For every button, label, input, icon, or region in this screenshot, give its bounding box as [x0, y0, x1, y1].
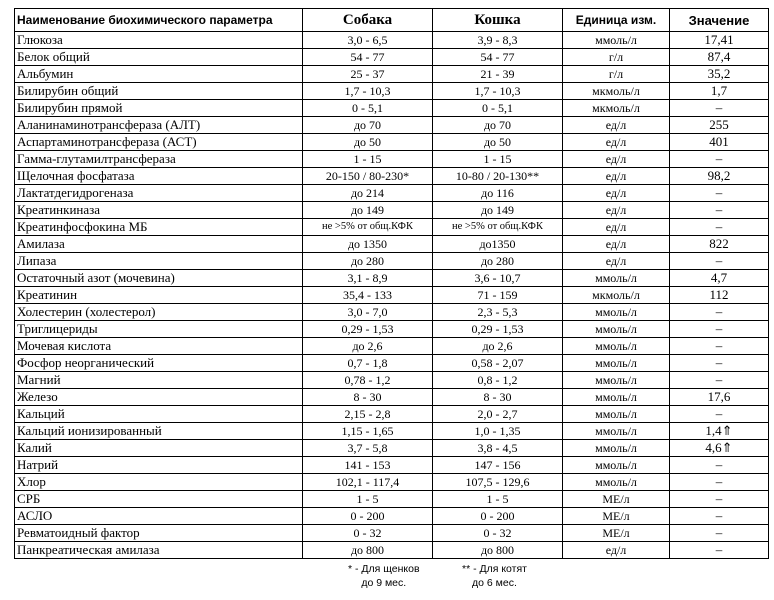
row-value: –: [670, 491, 769, 508]
table-row: [15, 168, 769, 185]
row-dog-range: до 50: [303, 134, 433, 151]
row-cat-range: 3,6 - 10,7: [433, 270, 563, 287]
row-unit: ммоль/л: [563, 321, 670, 338]
row-dog-range: до 1350: [303, 236, 433, 253]
row-value: –: [670, 219, 769, 236]
row-unit: ед/л: [563, 236, 670, 253]
table-row: [15, 372, 769, 389]
row-unit: МЕ/л: [563, 525, 670, 542]
row-unit: ед/л: [563, 202, 670, 219]
row-value: –: [670, 338, 769, 355]
table-row: [15, 236, 769, 253]
row-dog-range: до 214: [303, 185, 433, 202]
table-row: [15, 321, 769, 338]
row-name: Кальций: [15, 406, 303, 423]
row-name: Билирубин общий: [15, 83, 303, 100]
row-name: Триглицериды: [15, 321, 303, 338]
table-row: [15, 304, 769, 321]
table-body: [15, 32, 769, 559]
row-cat-range: 3,8 - 4,5: [433, 440, 563, 457]
row-name: Натрий: [15, 457, 303, 474]
row-unit: ммоль/л: [563, 338, 670, 355]
footnote-kittens-line2: до 6 мес.: [472, 577, 517, 589]
row-name: Калий: [15, 440, 303, 457]
row-value: 4,6⇑: [670, 440, 769, 457]
row-value: –: [670, 304, 769, 321]
table-row: [15, 287, 769, 304]
row-cat-range: 0 - 32: [433, 525, 563, 542]
row-unit: ммоль/л: [563, 304, 670, 321]
row-name: Креатинкиназа: [15, 202, 303, 219]
row-name: Фосфор неорганический: [15, 355, 303, 372]
row-unit: ммоль/л: [563, 372, 670, 389]
row-dog-range: не >5% от общ.КФК: [303, 219, 433, 236]
row-name: Мочевая кислота: [15, 338, 303, 355]
row-value: 255: [670, 117, 769, 134]
row-name: Железо: [15, 389, 303, 406]
row-unit: ммоль/л: [563, 406, 670, 423]
row-cat-range: 0,58 - 2,07: [433, 355, 563, 372]
row-name: Креатинин: [15, 287, 303, 304]
table-row: [15, 508, 769, 525]
header-value: Значение: [670, 9, 769, 32]
table-row: [15, 525, 769, 542]
row-value: 112: [670, 287, 769, 304]
row-name: Креатинфосфокина МБ: [15, 219, 303, 236]
row-name: Щелочная фосфатаза: [15, 168, 303, 185]
row-unit: ммоль/л: [563, 423, 670, 440]
footnotes: [14, 559, 768, 593]
row-dog-range: 3,0 - 7,0: [303, 304, 433, 321]
row-name: Магний: [15, 372, 303, 389]
row-name: Аспартаминотрансфераза (АСТ): [15, 134, 303, 151]
row-name: Амилаза: [15, 236, 303, 253]
row-unit: ммоль/л: [563, 32, 670, 49]
row-unit: мкмоль/л: [563, 100, 670, 117]
row-dog-range: 141 - 153: [303, 457, 433, 474]
row-cat-range: 0,29 - 1,53: [433, 321, 563, 338]
header-cat: Кошка: [433, 9, 563, 32]
row-value: –: [670, 151, 769, 168]
table-row: [15, 32, 769, 49]
table-row: [15, 185, 769, 202]
row-value: 17,41: [670, 32, 769, 49]
table-row: [15, 134, 769, 151]
table-row: [15, 338, 769, 355]
biochemistry-sheet: [14, 8, 768, 593]
table-row: [15, 491, 769, 508]
row-cat-range: 107,5 - 129,6: [433, 474, 563, 491]
row-name: Билирубин прямой: [15, 100, 303, 117]
table-row: [15, 202, 769, 219]
row-unit: г/л: [563, 49, 670, 66]
row-dog-range: 1,7 - 10,3: [303, 83, 433, 100]
row-unit: ед/л: [563, 219, 670, 236]
row-cat-range: 1 - 15: [433, 151, 563, 168]
row-cat-range: 54 - 77: [433, 49, 563, 66]
row-name: СРБ: [15, 491, 303, 508]
row-value: –: [670, 355, 769, 372]
row-unit: ед/л: [563, 168, 670, 185]
row-name: Аланинаминотрансфераза (АЛТ): [15, 117, 303, 134]
row-dog-range: 54 - 77: [303, 49, 433, 66]
row-cat-range: 147 - 156: [433, 457, 563, 474]
row-value: –: [670, 474, 769, 491]
row-value: 4,7: [670, 270, 769, 287]
row-unit: мкмоль/л: [563, 83, 670, 100]
row-cat-range: 2,0 - 2,7: [433, 406, 563, 423]
header-unit: Единица изм.: [563, 9, 670, 32]
row-cat-range: 21 - 39: [433, 66, 563, 83]
row-cat-range: 3,9 - 8,3: [433, 32, 563, 49]
row-name: Лактатдегидрогеназа: [15, 185, 303, 202]
row-dog-range: до 800: [303, 542, 433, 559]
row-value: 87,4: [670, 49, 769, 66]
row-value: –: [670, 457, 769, 474]
row-cat-range: до 70: [433, 117, 563, 134]
row-cat-range: 8 - 30: [433, 389, 563, 406]
row-unit: МЕ/л: [563, 508, 670, 525]
row-cat-range: до 50: [433, 134, 563, 151]
row-unit: мкмоль/л: [563, 287, 670, 304]
row-dog-range: 0 - 200: [303, 508, 433, 525]
row-dog-range: до 70: [303, 117, 433, 134]
row-cat-range: до 2,6: [433, 338, 563, 355]
row-value: 401: [670, 134, 769, 151]
footnote-puppies: [348, 562, 420, 590]
row-name: Гамма-глутамилтрансфераза: [15, 151, 303, 168]
row-value: 35,2: [670, 66, 769, 83]
row-unit: ед/л: [563, 134, 670, 151]
row-unit: ед/л: [563, 151, 670, 168]
row-value: –: [670, 321, 769, 338]
table-row: [15, 83, 769, 100]
footnote-kittens-line1: ** - Для котят: [462, 563, 527, 575]
row-unit: ед/л: [563, 185, 670, 202]
row-dog-range: 0,29 - 1,53: [303, 321, 433, 338]
footnote-kittens: [462, 562, 527, 590]
table-row: [15, 474, 769, 491]
row-dog-range: 0 - 5,1: [303, 100, 433, 117]
row-cat-range: 2,3 - 5,3: [433, 304, 563, 321]
row-name: Липаза: [15, 253, 303, 270]
row-unit: ммоль/л: [563, 355, 670, 372]
row-value: –: [670, 508, 769, 525]
table-row: [15, 151, 769, 168]
row-unit: ммоль/л: [563, 457, 670, 474]
table-row: [15, 406, 769, 423]
row-name: Глюкоза: [15, 32, 303, 49]
row-value: –: [670, 406, 769, 423]
row-name: Хлор: [15, 474, 303, 491]
row-cat-range: до1350: [433, 236, 563, 253]
row-value: 1,4⇑: [670, 423, 769, 440]
row-cat-range: до 149: [433, 202, 563, 219]
row-value: 98,2: [670, 168, 769, 185]
row-unit: ммоль/л: [563, 389, 670, 406]
row-dog-range: 25 - 37: [303, 66, 433, 83]
row-unit: г/л: [563, 66, 670, 83]
row-dog-range: до 2,6: [303, 338, 433, 355]
row-cat-range: до 800: [433, 542, 563, 559]
row-value: 17,6: [670, 389, 769, 406]
row-name: Холестерин (холестерол): [15, 304, 303, 321]
biochemistry-table: [14, 8, 769, 559]
footnote-puppies-line1: * - Для щенков: [348, 563, 420, 575]
row-dog-range: 1 - 15: [303, 151, 433, 168]
row-cat-range: 71 - 159: [433, 287, 563, 304]
row-value: –: [670, 525, 769, 542]
row-dog-range: 8 - 30: [303, 389, 433, 406]
row-value: 1,7: [670, 83, 769, 100]
row-dog-range: 20-150 / 80-230*: [303, 168, 433, 185]
table-row: [15, 355, 769, 372]
row-dog-range: 2,15 - 2,8: [303, 406, 433, 423]
row-cat-range: не >5% от общ.КФК: [433, 219, 563, 236]
table-row: [15, 423, 769, 440]
table-row: [15, 457, 769, 474]
row-dog-range: 35,4 - 133: [303, 287, 433, 304]
row-value: –: [670, 542, 769, 559]
row-cat-range: 0,8 - 1,2: [433, 372, 563, 389]
table-row: [15, 219, 769, 236]
row-value: –: [670, 202, 769, 219]
row-name: Панкреатическая амилаза: [15, 542, 303, 559]
table-row: [15, 253, 769, 270]
row-dog-range: 3,0 - 6,5: [303, 32, 433, 49]
header-parameter-name: Наименование биохимического параметра: [15, 9, 303, 32]
table-row: [15, 389, 769, 406]
footnote-puppies-line2: до 9 мес.: [361, 577, 407, 589]
row-dog-range: 0,78 - 1,2: [303, 372, 433, 389]
row-cat-range: до 280: [433, 253, 563, 270]
row-unit: МЕ/л: [563, 491, 670, 508]
row-value: 822: [670, 236, 769, 253]
row-unit: ммоль/л: [563, 270, 670, 287]
table-header-row: [15, 9, 769, 32]
row-name: Ревматоидный фактор: [15, 525, 303, 542]
row-cat-range: 0 - 5,1: [433, 100, 563, 117]
row-value: –: [670, 185, 769, 202]
table-row: [15, 270, 769, 287]
row-dog-range: 3,7 - 5,8: [303, 440, 433, 457]
row-unit: ед/л: [563, 117, 670, 134]
row-cat-range: 1,0 - 1,35: [433, 423, 563, 440]
row-dog-range: до 280: [303, 253, 433, 270]
row-unit: ед/л: [563, 253, 670, 270]
row-dog-range: 1,15 - 1,65: [303, 423, 433, 440]
row-cat-range: 1,7 - 10,3: [433, 83, 563, 100]
row-value: –: [670, 372, 769, 389]
table-row: [15, 117, 769, 134]
row-dog-range: 0,7 - 1,8: [303, 355, 433, 372]
row-cat-range: до 116: [433, 185, 563, 202]
row-unit: ммоль/л: [563, 440, 670, 457]
table-row: [15, 100, 769, 117]
table-row: [15, 49, 769, 66]
row-dog-range: до 149: [303, 202, 433, 219]
header-dog: Собака: [303, 9, 433, 32]
row-cat-range: 1 - 5: [433, 491, 563, 508]
row-value: –: [670, 100, 769, 117]
row-dog-range: 1 - 5: [303, 491, 433, 508]
row-unit: ед/л: [563, 542, 670, 559]
row-unit: ммоль/л: [563, 474, 670, 491]
row-cat-range: 0 - 200: [433, 508, 563, 525]
row-dog-range: 0 - 32: [303, 525, 433, 542]
row-dog-range: 102,1 - 117,4: [303, 474, 433, 491]
table-row: [15, 66, 769, 83]
table-row: [15, 542, 769, 559]
row-value: –: [670, 253, 769, 270]
row-dog-range: 3,1 - 8,9: [303, 270, 433, 287]
table-row: [15, 440, 769, 457]
row-name: Остаточный азот (мочевина): [15, 270, 303, 287]
row-cat-range: 10-80 / 20-130**: [433, 168, 563, 185]
row-name: АСЛО: [15, 508, 303, 525]
row-name: Белок общий: [15, 49, 303, 66]
row-name: Кальций ионизированный: [15, 423, 303, 440]
row-name: Альбумин: [15, 66, 303, 83]
